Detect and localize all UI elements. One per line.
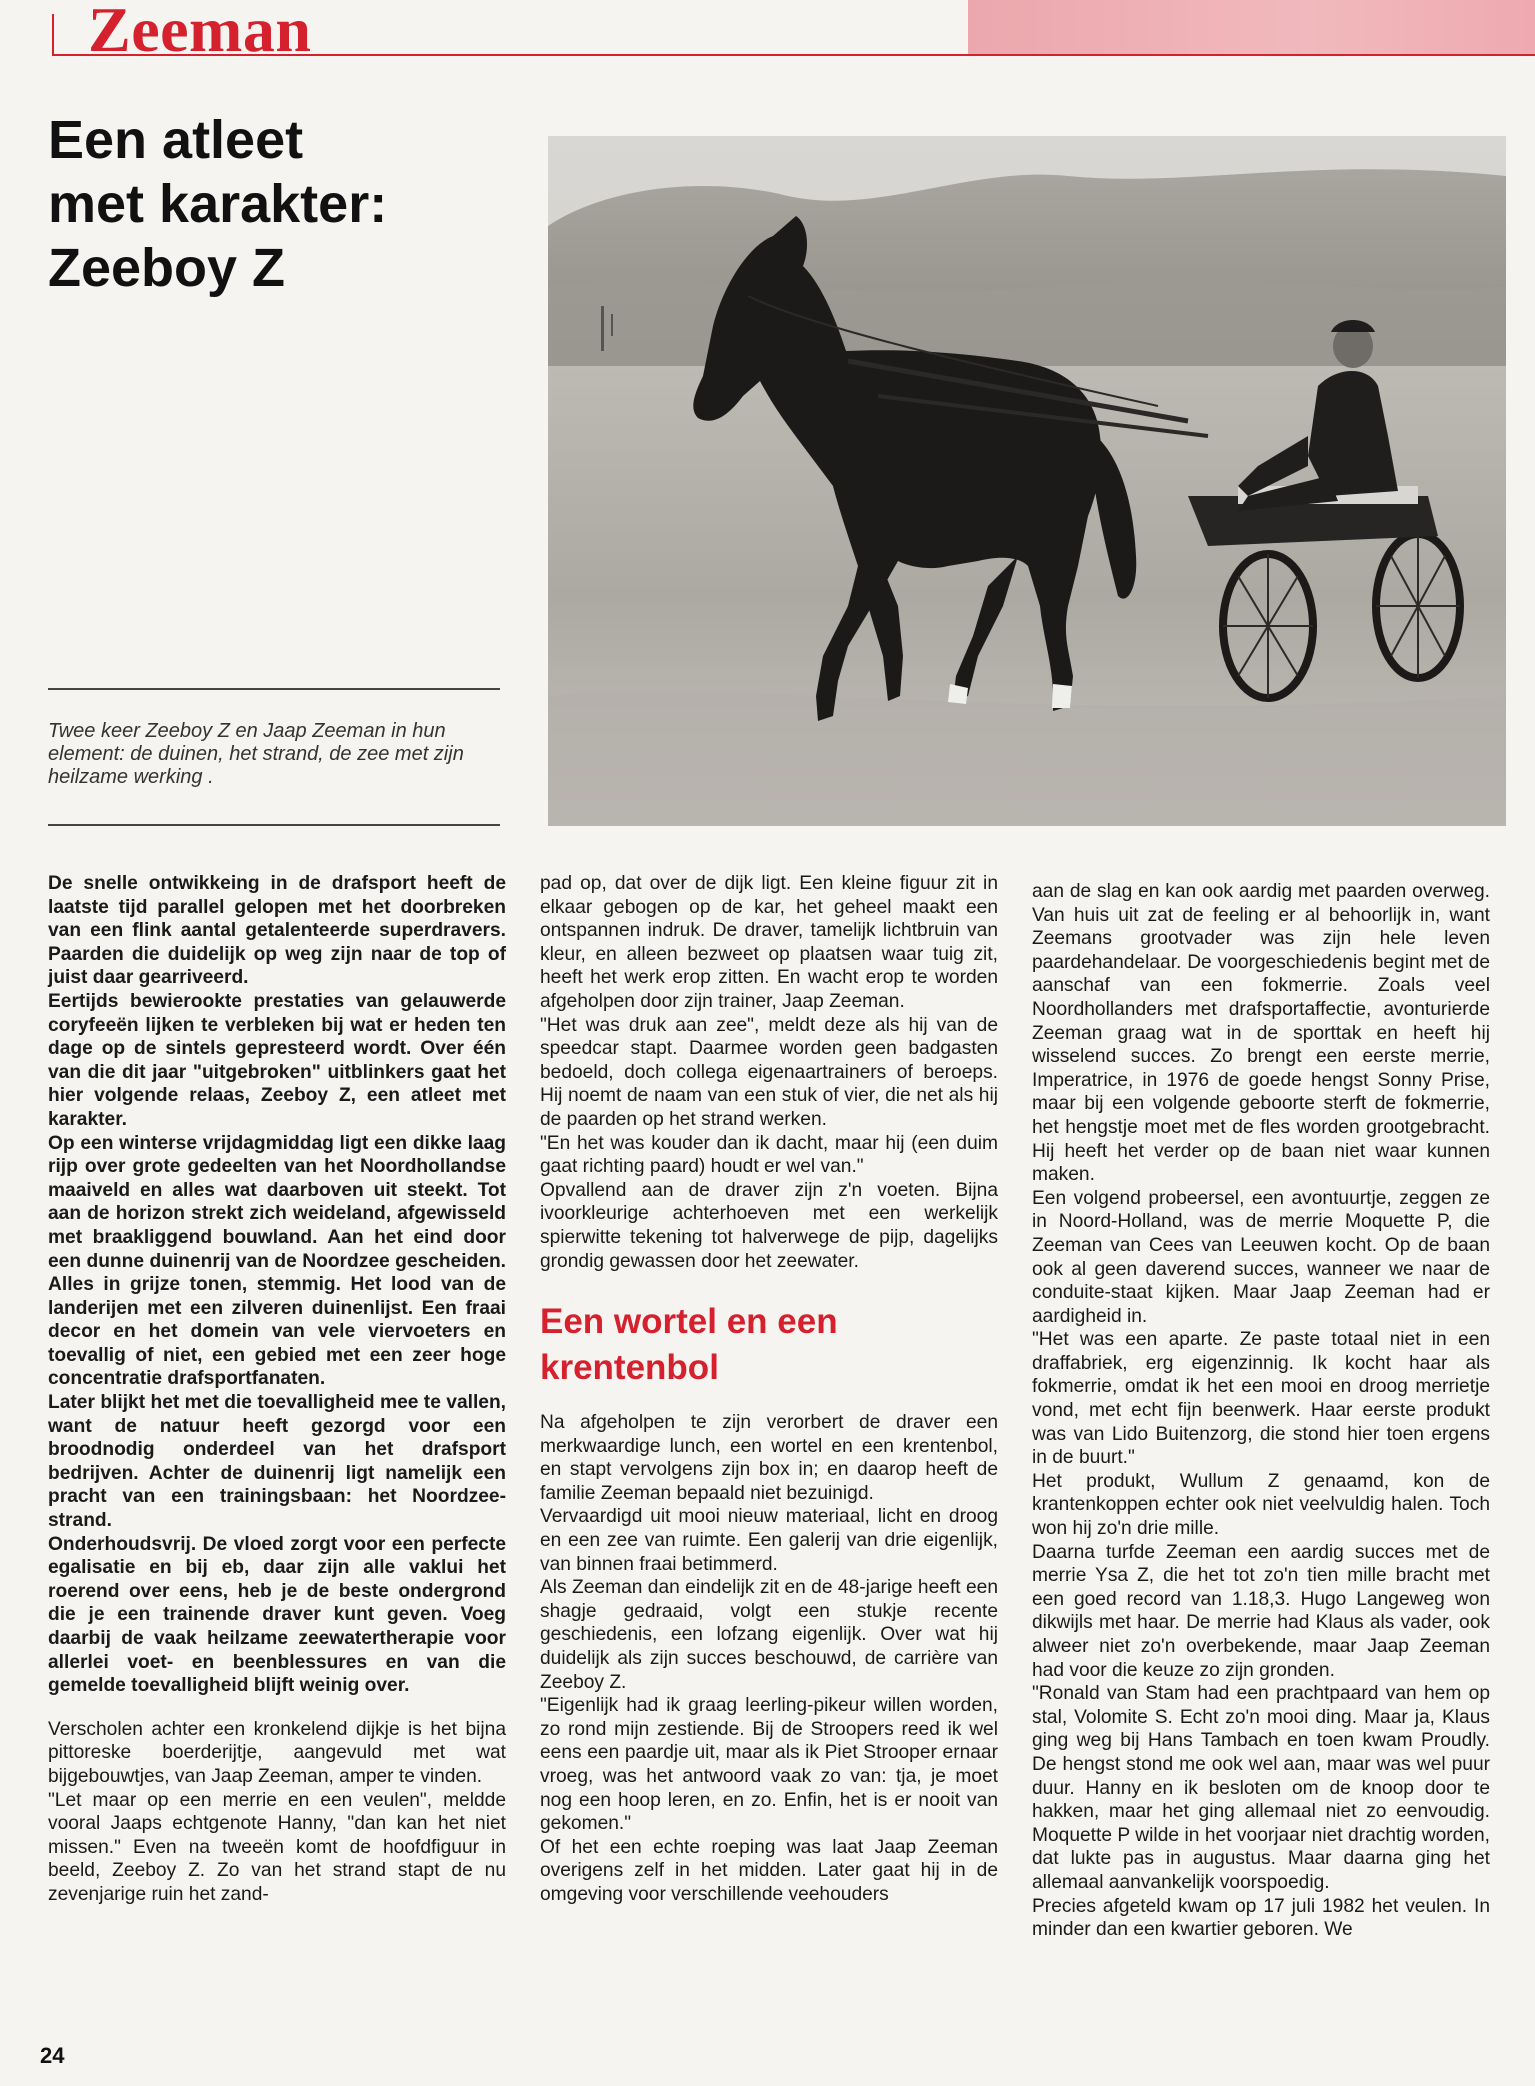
lead-paragraph: Onderhoudsvrij. De vloed zorgt voor een perfecte egalisatie en bij eb, daar zijn alle vaklui het roerend over eens, heb je de beste ondergrond die je een trainende draver kunt geven. Voeg daarbij de vaak heilzame zeewatertherapie voor allerlei voet- en beenblessures en van die gemelde toevalligheid blijft weinig over. [48, 1533, 506, 1697]
lead-paragraph: Op een winterse vrijdagmiddag ligt een dikke laag rijp over grote gedeelten van het Noordhollandse maaiveld en alles wat daarboven uit steekt. Tot aan de horizon strekt zich weideland, afgewisseld met braakliggend bouwland. Aan het eind door een dunne duinenrij van de Noordzee gescheiden. Alles in grijze tonen, stemmig. Het lood van de landerijen met een zilveren duinenlijst. Een fraai decor en het domein van vele viervoeters en toevallig of niet, een gebied met een zeer hoge concentratie drafsportfanaten. [48, 1132, 506, 1390]
body-paragraph: pad op, dat over de dijk ligt. Een kleine figuur zit in elkaar gebogen op de kar, het geheel maakt een ontspannen indruk. De draver, tamelijk lichtbruin van kleur, en alleen bezweet op plaatsen waar tuig zit, heeft het werk erop zitten. En wacht erop te worden afgeholpen door zijn trainer, Jaap Zeeman. [540, 873, 998, 1012]
body-paragraph: "En het was kouder dan ik dacht, maar hij (een duim gaat richting paard) houdt er wel van." [540, 1132, 998, 1178]
lead-paragraph: De snelle ontwikkeing in de drafsport heeft de laatste tijd parallel gelopen met het doorbreken van een flink aantal getalenteerde superdravers. Paarden die duidelijk op weg zijn naar de top of juist daar gearriveerd. [48, 873, 506, 989]
body-paragraph: Opvallend aan de draver zijn z'n voeten. Bijna ivoorkleurige achterhoeven met een werkelijk spierwitte tekening tot halverwege de pijp, dagelijks grondig gewassen door het zeewater. [540, 1179, 998, 1272]
section-title: Zeeman [88, 0, 312, 65]
headline [48, 108, 508, 300]
body-paragraph: Verscholen achter een kronkelend dijkje is het bijna pittoreske boerderijtje, aangevuld met wat bijgebouwtjes, van Jaap Zeeman, amper te vinden. [48, 1718, 506, 1787]
body-paragraph: "Ronald van Stam had een prachtpaard van hem op stal, Volomite S. Echt zo'n mooi ding. Maar ja, Klaus ging weg bij Hans Tambach en toen kwam Proudly. De hengst stond me ook wel aan, maar was wel puur duur. Hanny en ik besloten om de knoop door te hakken, maar het ging allemaal niet zo eenvoudig. Moquette P wilde in het voorjaar niet drachtig worden, dat lukte pas in augustus. Maar daarna ging het allemaal aanvankelijk voorspoedig. [1032, 1683, 1490, 1893]
body-paragraph: "Het was een aparte. Ze paste totaal niet in een draffabriek, erg eigenzinnig. Ik kocht haar als fokmerrie, omdat ik het een mooi en droog merrietje vond, met echt fijn beenwerk. Haar eerste produkt was van Lido Buitenzorg, die stond hier toen ergens in de buurt." [1032, 1329, 1490, 1469]
article-column-1 [48, 872, 506, 1907]
body-paragraph: Een volgend probeersel, een avontuurtje, zeggen ze in Noord-Holland, was de merrie Moquette P, die Zeeman van Cees van Leeuwen kocht. Op de baan ook al geen daverend succes, wanneer we naar de conduite-staat kijken. Maar Jaap Zeeman had er aardigheid in. [1032, 1187, 1490, 1327]
header-rule-tick [52, 14, 54, 56]
body-paragraph: Daarna turfde Zeeman een aardig succes met de merrie Ysa Z, die het tot zo'n tien mille bracht met een goed record van 1.18,3. Hugo Langeweg won dikwijls met haar. De merrie had Klaus als vader, ook alweer niet zo'n overbekende, maar Jaap Zeeman had voor die keuze zo zijn gronden. [1032, 1541, 1490, 1681]
body-paragraph: Vervaardigd uit mooi nieuw materiaal, licht en droog en een zee van ruimte. Een galerij van drie eigenlijk, van binnen fraai betimmerd. [540, 1506, 998, 1575]
page-number: 24 [40, 2043, 65, 2068]
article-column-2 [540, 872, 998, 1907]
body-paragraph: aan de slag en kan ook aardig met paarden overweg. Van huis uit zat de feeling er al behoorlijk in, want Zeemans grootvader was zijn hele leven paardehandelaar. De voorgeschiedenis begint met de aanschaf van een fokmerrie. Zoals veel Noordhollanders met drafsportaffectie, avonturierde Zeeman graag wat in de sporttak en heeft hij wisselend succes. Zo brengt een eerste merrie, Imperatrice, in 1976 de goede hengst Sonny Prise, maar bij een volgende geboorte sterft de fokmerrie, het hengstje moet met de fles worden grootgebracht. Hij heeft het verder op de baan niet waar kunnen maken. [1032, 881, 1490, 1186]
body-paragraph: Of het een echte roeping was laat Jaap Zeeman overigens zelf in het midden. Later gaat hij in de omgeving voor verschillende veehouders [540, 1836, 998, 1905]
subheading: Een wortel en een krentenbol [540, 1302, 838, 1388]
lead-paragraph: Later blijkt het met die toevalligheid mee te vallen, want de natuur heeft gezorgd voor een broodnodig onderdeel van het drafsport bedrijven. Achter de duinenrij ligt namelijk een pracht van een trainingsbaan: het Noordzee-strand. [48, 1392, 506, 1532]
caption-rule-bottom [48, 824, 500, 826]
headline-line-2: met karakter: [48, 174, 388, 234]
body-paragraph: "Het was druk aan zee", meldt deze als hij van de speedcar stapt. Daarmee worden geen badgasten bedoeld, doch collega eigenaartrainers of beroeps. Hij noemt de naam van een stuk of vier, die net als hij de paarden op het strand werken. [540, 1014, 998, 1130]
photo-caption: Twee keer Zeeboy Z en Jaap Zeeman in hun element: de duinen, het strand, de zee met zijn heilzame werking . [48, 720, 464, 788]
paragraph-spacer [48, 1698, 506, 1718]
body-paragraph: "Let maar op een merrie en een veulen", meldde vooral Jaaps echtgenote Hanny, "dan kan het niet missen." Even na tweeën komt de hoofdfiguur in beeld, Zeeboy Z. Zo van het strand stapt de nu zevenjarige ruin het zand- [48, 1789, 506, 1905]
body-paragraph: Als Zeeman dan eindelijk zit en de 48-jarige heeft een shagje gedraaid, volgt een stukje recente geschiedenis, een lofzang eigenlijk. Over wat hij duidelijk als zijn succes beschouwd, de carrière van Zeeboy Z. [540, 1577, 998, 1693]
headline-line-3: Zeeboy Z [48, 238, 286, 298]
body-paragraph: Het produkt, Wullum Z genaamd, kon de krantenkoppen echter ook niet veelvuldig halen. Toch won hij zo'n drie mille. [1032, 1470, 1490, 1540]
lead-paragraph: Eertijds bewierookte prestaties van gelauwerde coryfeeën lijken te verbleken bij wat er heden ten dage op de sintels gepresteerd wordt. Over één van die dit jaar "uitgebroken" uitblinkers gaat het hier volgende relaas, Zeeboy Z, een atleet met karakter. [48, 990, 506, 1130]
caption-rule-top [48, 688, 500, 690]
header-color-band [968, 0, 1535, 54]
horse-sulky-photo [548, 136, 1506, 826]
headline-line-1: Een atleet [48, 110, 304, 170]
body-paragraph: Na afgeholpen te zijn verorbert de draver een merkwaardige lunch, een wortel en een krentenbol, en stapt vervolgens zijn box in; en daarop heeft de familie Zeeman bepaald niet bezuinigd. [540, 1412, 998, 1504]
body-paragraph: Precies afgeteld kwam op 17 juli 1982 het veulen. In minder dan een kwartier geboren. We [1032, 1895, 1490, 1941]
article-column-3 [1032, 880, 1490, 1942]
body-paragraph: "Eigenlijk had ik graag leerling-pikeur willen worden, zo rond mijn zestiende. Bij de Stroopers reed ik wel eens een paardje uit, maar als ik Piet Strooper ernaar vroeg, was het antwoord vaak zo van: tja, je moet nog een hoop leren, en zo. Enfin, het is er nooit van gekomen." [540, 1695, 998, 1835]
